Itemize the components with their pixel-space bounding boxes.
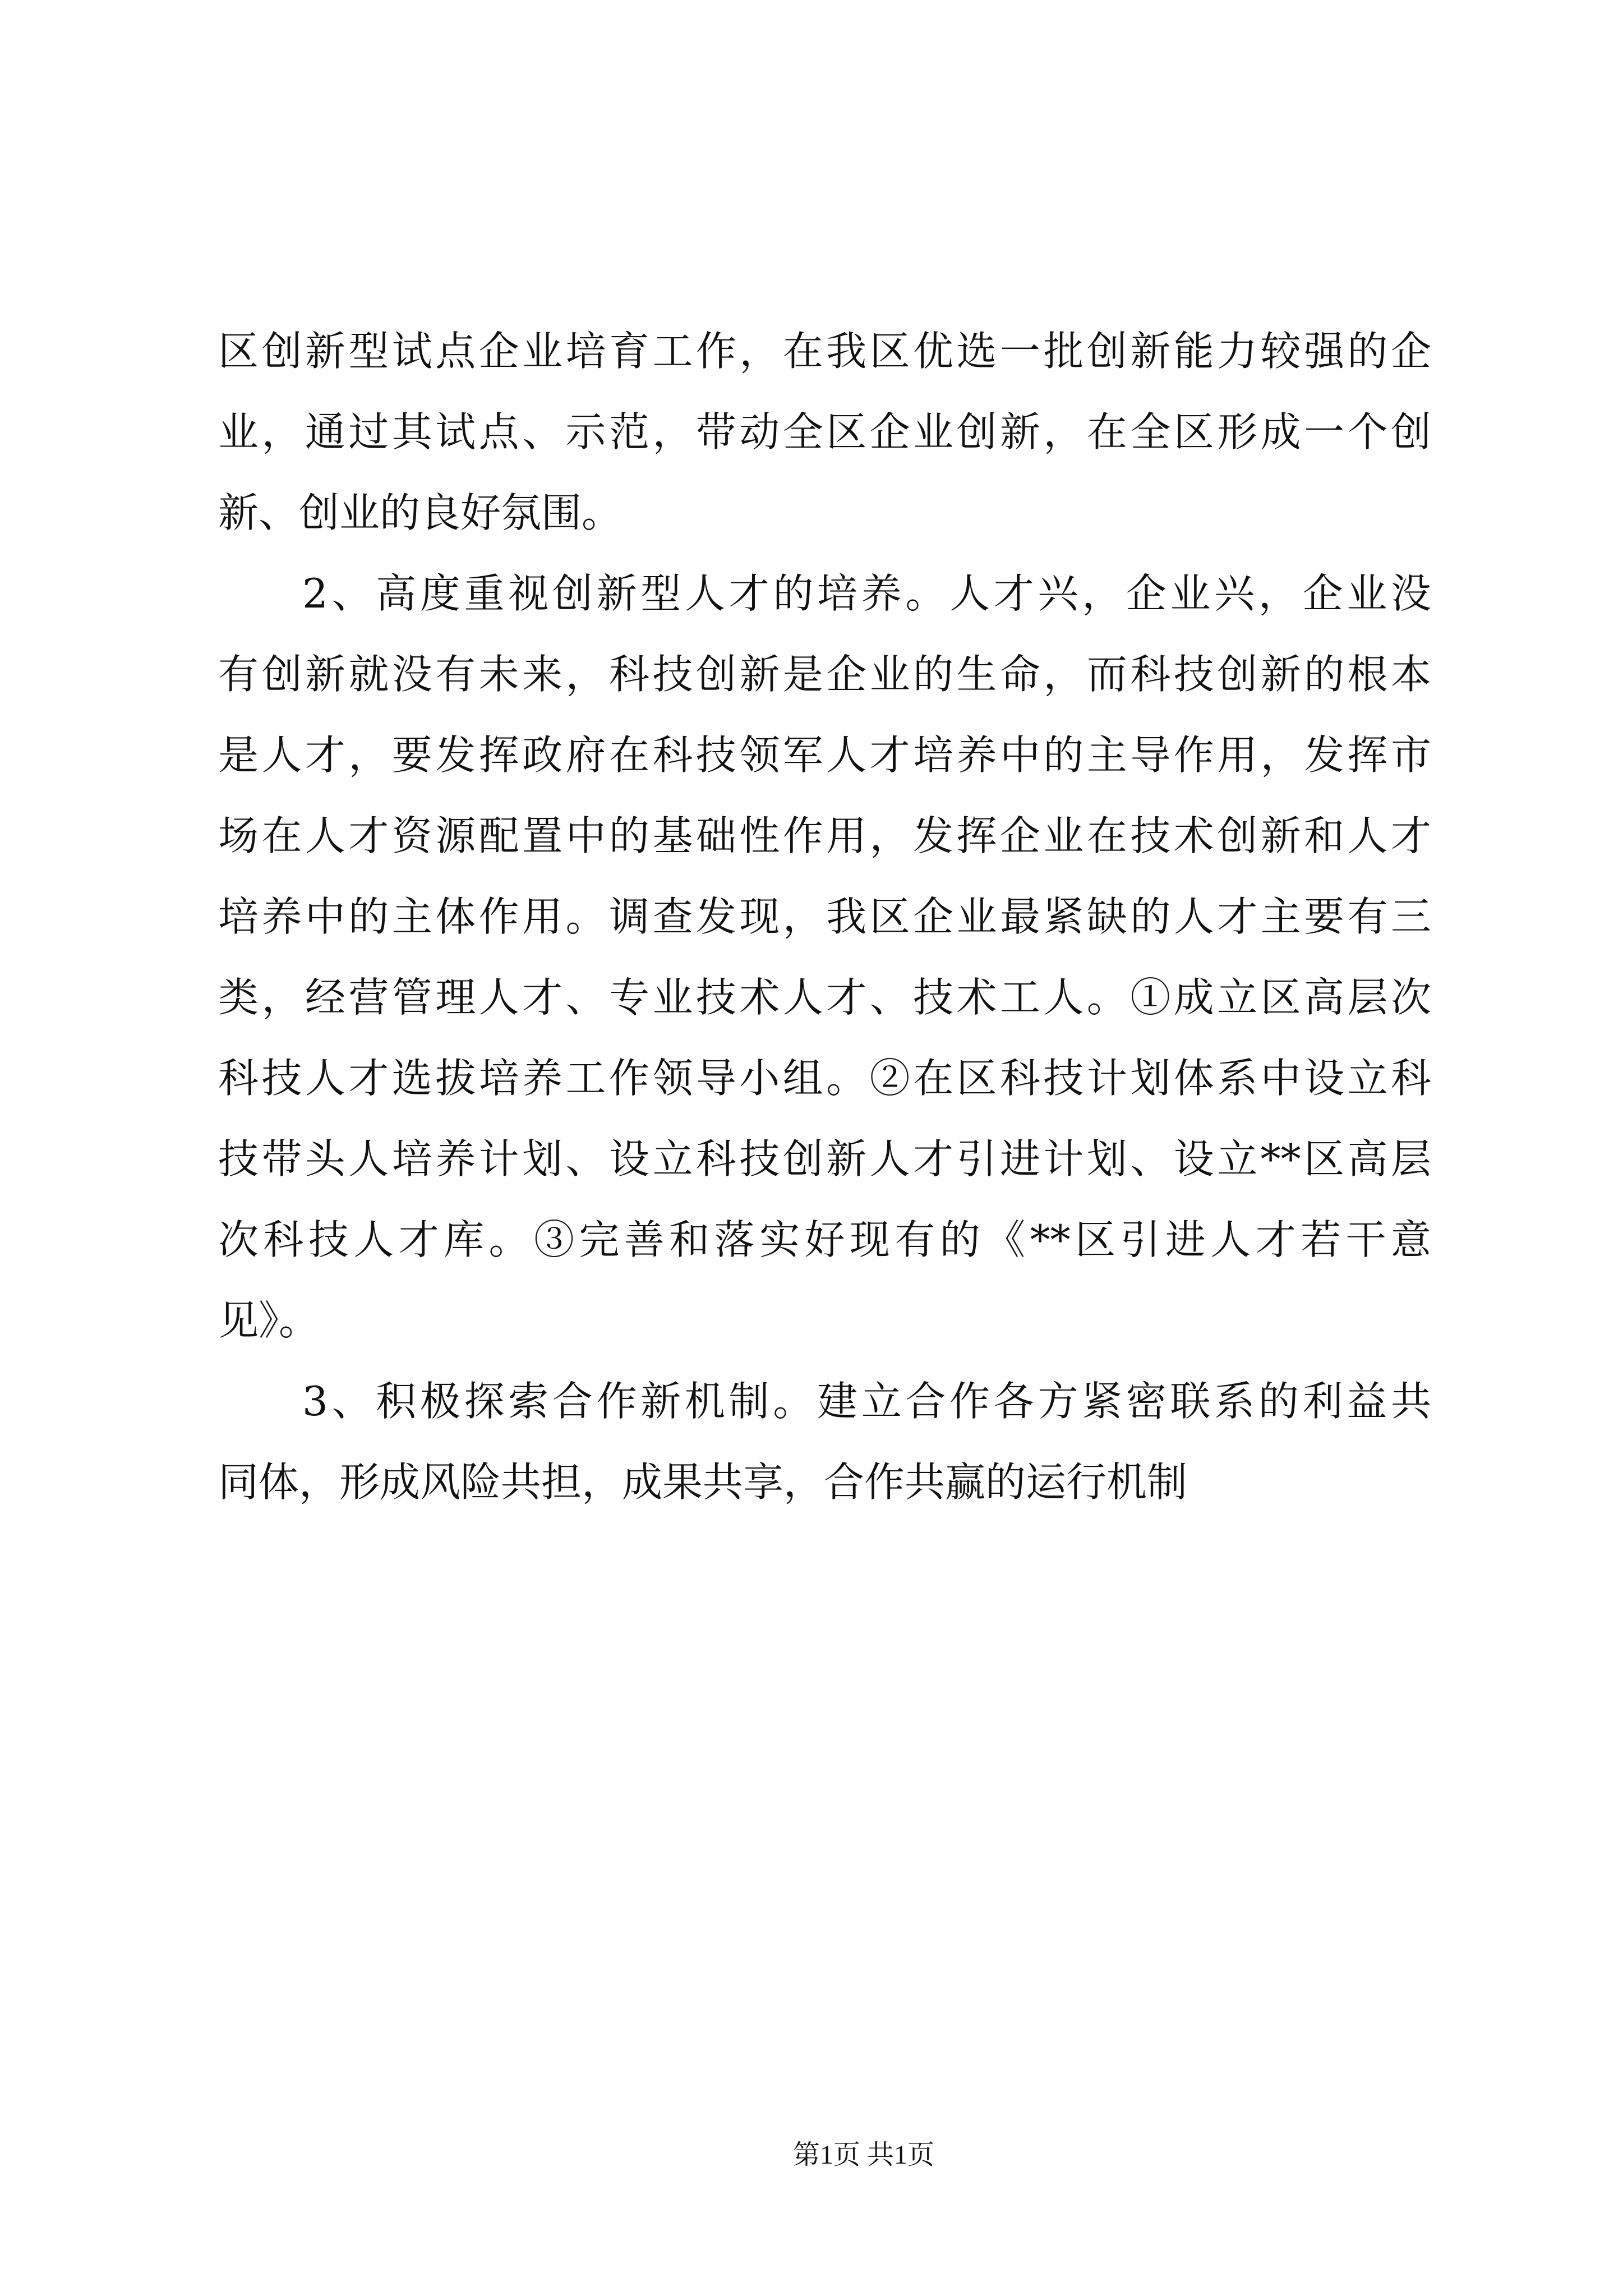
paragraph-line: 是人才，要发挥政府在科技领军人才培养中的主导作用，发挥市 [218, 731, 1431, 779]
paragraph-line: 科技人才选拔培养工作领导小组。②在区科技计划体系中设立科 [218, 1055, 1431, 1102]
paragraph [218, 311, 1431, 553]
paragraph-line: 新、创业的良好氛围。 [218, 489, 623, 536]
paragraph [218, 1361, 1431, 1522]
paragraph-line: 见》。 [218, 1297, 320, 1344]
paragraph-line: 业，通过其试点、示范，带动全区企业创新，在全区形成一个创 [218, 408, 1431, 455]
paragraph-line: 同体，形成风险共担，成果共享，合作共赢的运行机制 [218, 1458, 1188, 1506]
paragraph-line: 3、积极探索合作新机制。建立合作各方紧密联系的利益共 [302, 1378, 1431, 1425]
paragraph-line: 类，经营管理人才、专业技术人才、技术工人。①成立区高层次 [218, 974, 1431, 1021]
document-body [218, 311, 1431, 1522]
paragraph-line: 区创新型试点企业培育工作，在我区优选一批创新能力较强的企 [218, 328, 1431, 375]
paragraph-line: 培养中的主体作用。调查发现，我区企业最紧缺的人才主要有三 [218, 893, 1431, 940]
paragraph [218, 553, 1431, 1361]
paragraph-line: 次科技人才库。③完善和落实好现有的《**区引进人才若干意 [218, 1216, 1431, 1263]
paragraph-line: 技带头人培养计划、设立科技创新人才引进计划、设立**区高层 [218, 1135, 1431, 1182]
paragraph-line: 2、高度重视创新型人才的培养。人才兴，企业兴，企业没 [302, 570, 1431, 617]
paragraph-line: 有创新就没有未来，科技创新是企业的生命，而科技创新的根本 [218, 651, 1431, 698]
page-number-footer: 第1页 共1页 [792, 2140, 934, 2170]
paragraph-line: 场在人才资源配置中的基础性作用，发挥企业在技术创新和人才 [218, 812, 1431, 859]
